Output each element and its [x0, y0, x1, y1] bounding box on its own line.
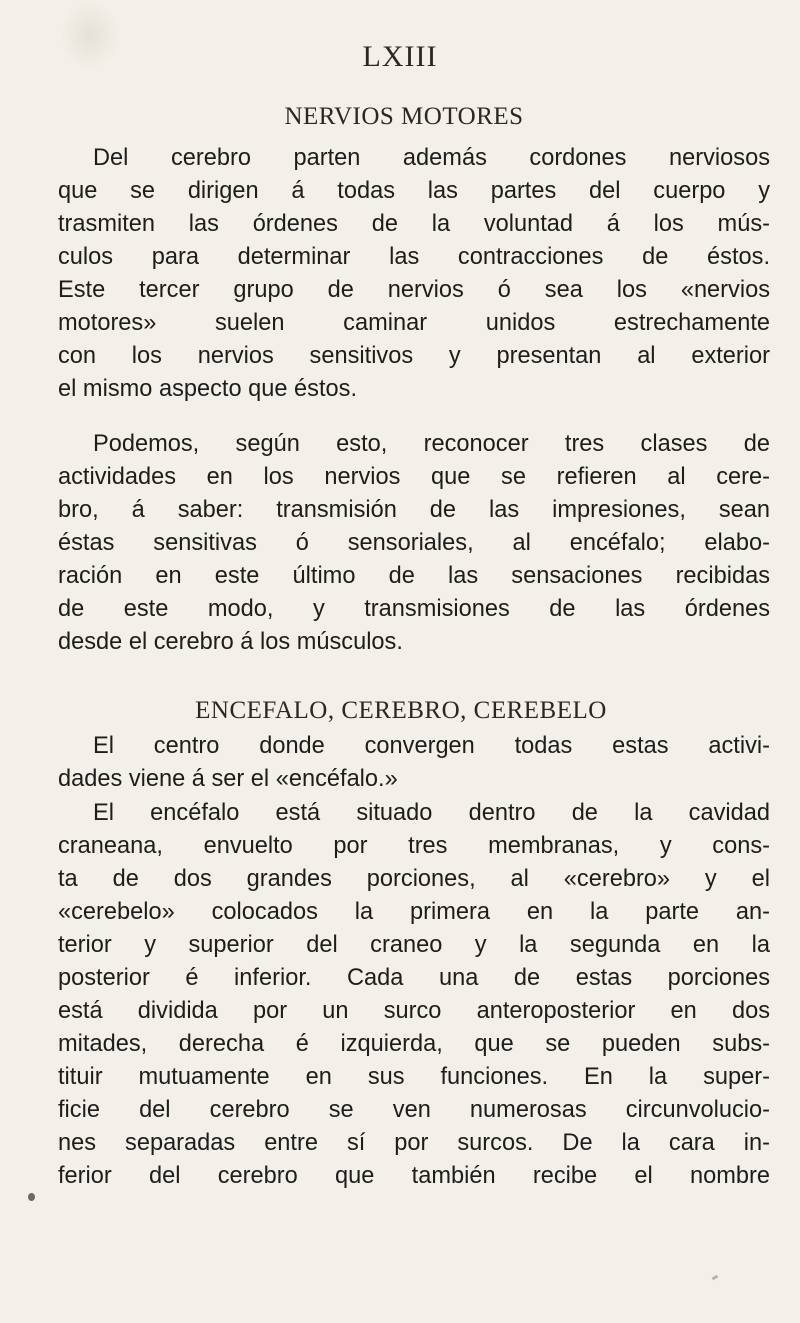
text-line: éstas sensitivas ó sensoriales, al encéfalo; elabo-: [58, 530, 770, 556]
text-line: motores» suelen caminar unidos estrechamente: [58, 310, 770, 336]
text-line: desde el cerebro á los músculos.: [58, 629, 403, 655]
text-line: Este tercer grupo de nervios ó sea los «nervios: [58, 277, 770, 303]
text-line: craneana, envuelto por tres membranas, y cons-: [58, 833, 770, 859]
page-number: LXIII: [362, 40, 438, 73]
text-line: culos para determinar las contracciones de éstos.: [58, 244, 770, 270]
text-line: nes separadas entre sí por surcos. De la cara in-: [58, 1130, 770, 1156]
text-line: Del cerebro parten además cordones nerviosos: [93, 145, 770, 171]
text-line: de este modo, y transmisiones de las órdenes: [58, 596, 770, 622]
text-line: mitades, derecha é izquierda, que se pueden subs-: [58, 1031, 770, 1057]
paragraph-nervios-motores: [58, 142, 770, 406]
text-line: Podemos, según esto, reconocer tres clases de: [93, 431, 770, 457]
paragraph-centro-encefalo: [58, 730, 770, 796]
text-line: ración en este último de las sensaciones recibidas: [58, 563, 770, 589]
text-line: está dividida por un surco anteroposterior en dos: [58, 998, 770, 1024]
text-line: el mismo aspecto que éstos.: [58, 376, 358, 402]
text-line: dades viene á ser el «encéfalo.»: [58, 766, 398, 792]
paragraph-clases-actividades: [58, 428, 770, 659]
section-heading-nervios-motores: NERVIOS MOTORES: [284, 103, 524, 130]
text-line: posterior é inferior. Cada una de estas porciones: [58, 965, 770, 991]
section-heading-encefalo: ENCEFALO, CEREBRO, CEREBELO: [195, 697, 607, 724]
text-line: El encéfalo está situado dentro de la cavidad: [93, 800, 770, 826]
paragraph-encefalo-situado: [58, 797, 770, 1193]
text-line: con los nervios sensitivos y presentan al exterior: [58, 343, 770, 369]
text-line: tituir mutuamente en sus funciones. En la super-: [58, 1064, 770, 1090]
text-line: ficie del cerebro se ven numerosas circunvolucio-: [58, 1097, 770, 1123]
text-line: ferior del cerebro que también recibe el nombre: [58, 1163, 770, 1189]
ink-mark: [712, 1275, 719, 1281]
text-line: El centro donde convergen todas estas activi-: [93, 733, 770, 759]
text-line: que se dirigen á todas las partes del cuerpo y: [58, 178, 770, 204]
ink-spot: [28, 1193, 35, 1201]
text-line: bro, á saber: transmisión de las impresiones, sean: [58, 497, 770, 523]
text-line: «cerebelo» colocados la primera en la parte an-: [58, 899, 770, 925]
text-line: trasmiten las órdenes de la voluntad á los mús-: [58, 211, 770, 237]
text-line: terior y superior del craneo y la segunda en la: [58, 932, 770, 958]
text-line: actividades en los nervios que se refieren al cere-: [58, 464, 770, 490]
text-line: ta de dos grandes porciones, al «cerebro» y el: [58, 866, 770, 892]
